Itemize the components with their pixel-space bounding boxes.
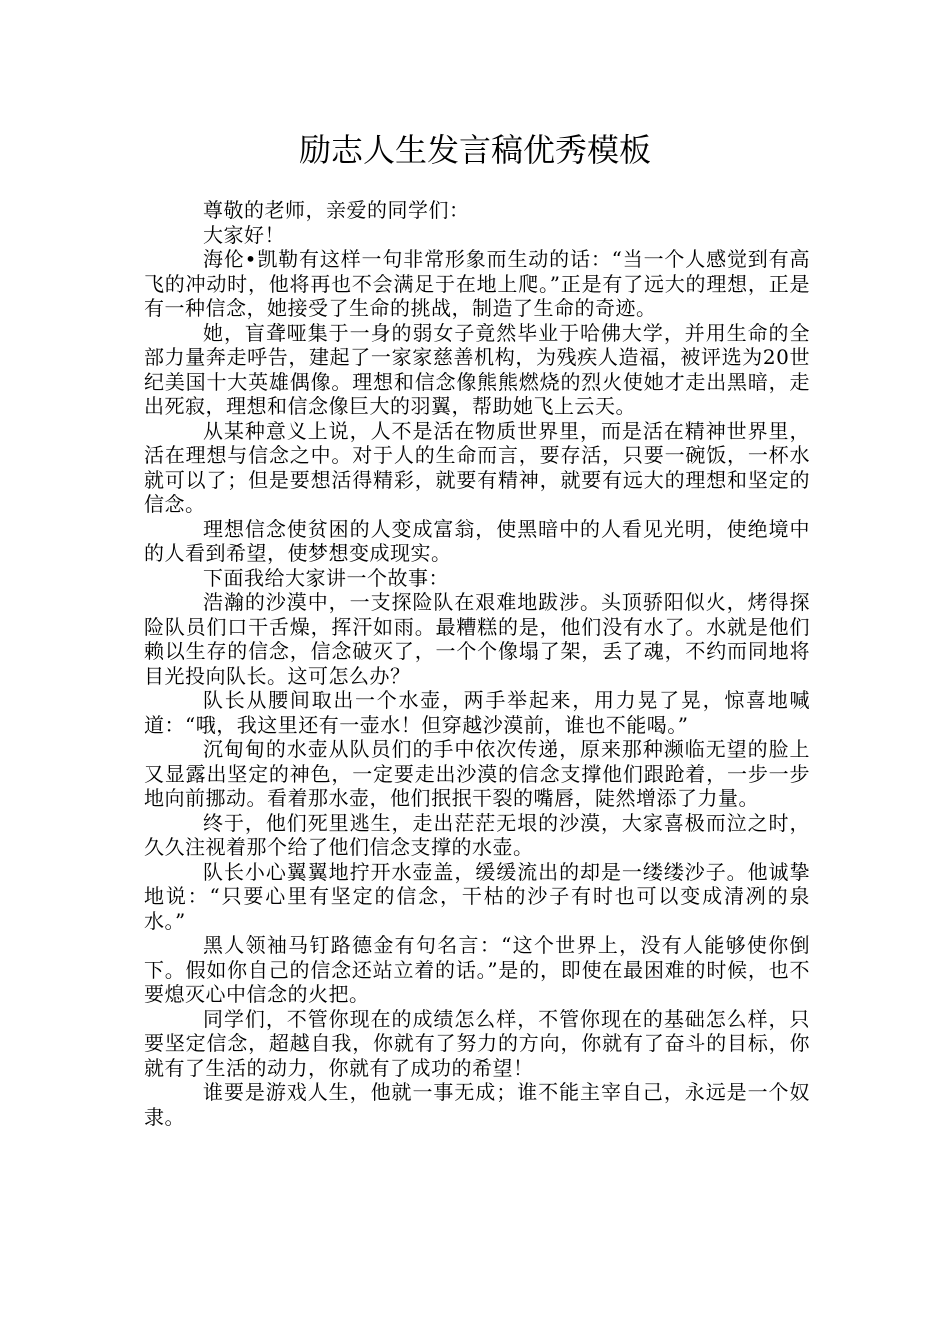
- paragraph: 理想信念使贫困的人变成富翁，使黑暗中的人看见光明，使绝境中的人看到希望，使梦想变成现实。: [144, 516, 810, 565]
- paragraph: 下面我给大家讲一个故事：: [203, 565, 449, 590]
- paragraph: 同学们，不管你现在的成绩怎么样，不管你现在的基础怎么样，只要坚定信念，超越自我，你就有了努力的方向，你就有了奋斗的目标，你就有了生活的动力，你就有了成功的希望！: [144, 1006, 810, 1080]
- paragraph: 黑人领袖马钉路德金有句名言：“这个世界上，没有人能够使你倒下。假如你自己的信念还站立着的话。”是的，即使在最困难的时候，也不要熄灭心中信念的火把。: [144, 933, 810, 1006]
- paragraph: 队长从腰间取出一个水壶，两手举起来，用力晃了晃，惊喜地喊道：“哦，我这里还有一壶水！但穿越沙漠前，谁也不能喝。”: [144, 688, 810, 737]
- paragraph: 终于，他们死里逃生，走出茫茫无垠的沙漠，大家喜极而泣之时，久久注视着那个给了他们信念支撑的水壶。: [144, 810, 810, 859]
- paragraph-salutation: 尊敬的老师，亲爱的同学们：: [203, 198, 470, 222]
- paragraph: 浩瀚的沙漠中，一支探险队在艰难地跋涉。头顶骄阳似火，烤得探险队员们口干舌燥，挥汗如雨。最糟糕的是，他们没有水了。水就是他们赖以生存的信念，信念破灭了，一个个像塌了架，丢了魂，不约而同地将目光投向队长。这可怎么办？: [144, 590, 810, 688]
- paragraph: 海伦•凯勒有这样一句非常形象而生动的话：“当一个人感觉到有高飞的冲动时，他将再也不会满足于在地上爬。”正是有了远大的理想，正是有一种信念，她接受了生命的挑战，制造了生命的奇迹。: [144, 247, 810, 320]
- paragraph: 她，盲聋哑集于一身的弱女子竟然毕业于哈佛大学，并用生命的全部力量奔走呼告，建起了一家家慈善机构，为残疾人造福，被评选为20世纪美国十大英雄偶像。理想和信念像熊熊燃烧的烈火使她才走出黑暗，走出死寂，理想和信念像巨大的羽翼，帮助她飞上云天。: [144, 320, 810, 418]
- document-body: [144, 198, 810, 1129]
- paragraph: 队长小心翼翼地拧开水壶盖，缓缓流出的却是一缕缕沙子。他诚挚地说：“只要心里有坚定的信念，干枯的沙子有时也可以变成清冽的泉水。”: [144, 859, 810, 933]
- paragraph-closing: 谁要是游戏人生，他就一事无成；谁不能主宰自己，永远是一个奴隶。: [144, 1080, 810, 1129]
- paragraph-greeting: 大家好！: [203, 222, 285, 247]
- document-title: 励志人生发言稿优秀模板: [298, 131, 651, 169]
- paragraph: 从某种意义上说，人不是活在物质世界里，而是活在精神世界里，活在理想与信念之中。对于人的生命而言，要存活，只要一碗饭，一杯水就可以了；但是要想活得精彩，就要有精神，就要有远大的理想和坚定的信念。: [144, 418, 810, 516]
- paragraph: 沉甸甸的水壶从队员们的手中依次传递，原来那种濒临无望的脸上又显露出坚定的神色，一定要走出沙漠的信念支撑他们跟跄着，一步一步地向前挪动。看着那水壶，他们抿抿干裂的嘴唇，陡然增添了力量。: [144, 737, 810, 810]
